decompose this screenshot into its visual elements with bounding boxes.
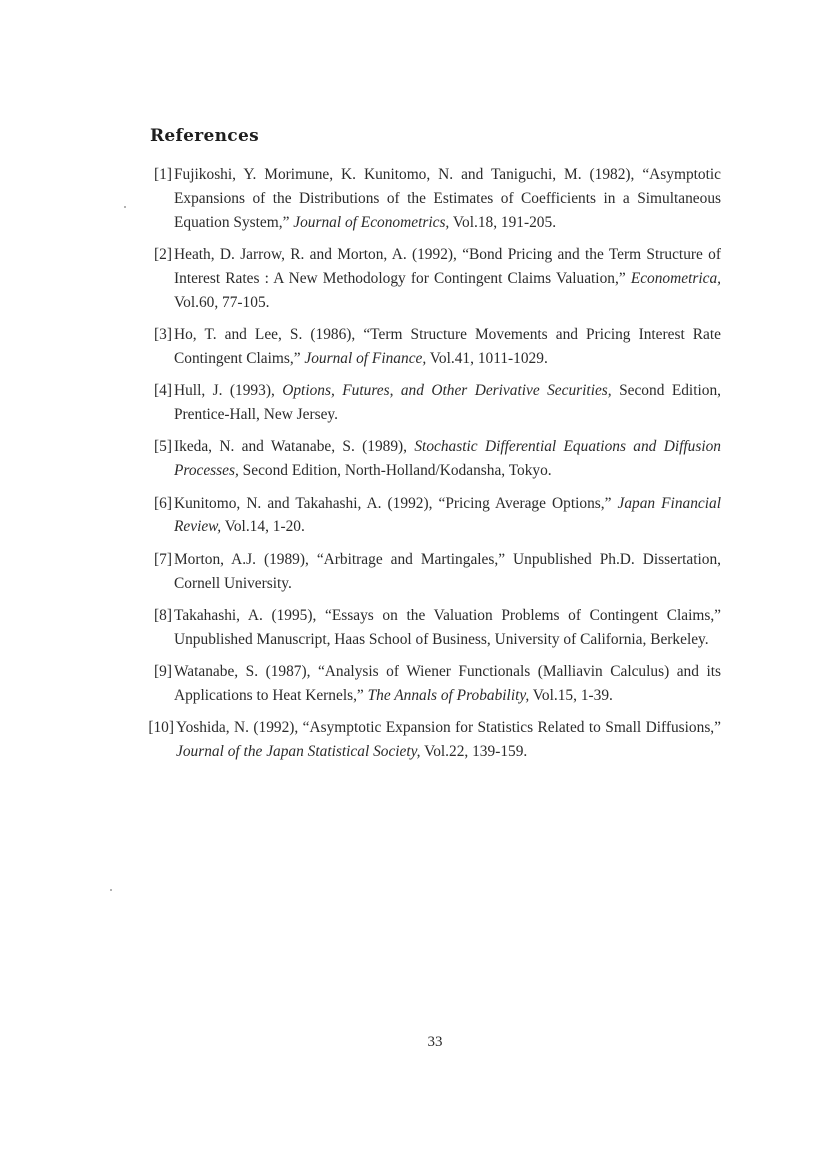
page-number: 33 [427, 1034, 443, 1050]
reference-book-title: Options, Futures, and Other Derivative Securities, [282, 382, 612, 400]
reference-item [146, 660, 721, 708]
reference-list [146, 163, 721, 764]
scan-speck [110, 889, 112, 891]
reference-number: [3] [154, 325, 172, 343]
reference-number: [1] [154, 166, 172, 183]
reference-number: [5] [154, 438, 172, 456]
reference-item [146, 716, 721, 764]
reference-number: [10] [148, 719, 174, 737]
scan-speck [124, 206, 126, 208]
reference-text: Kunitomo, N. and Takahashi, A. (1992), “Pricing Average Options,” [174, 494, 618, 512]
reference-journal: Journal of Econometrics, [293, 213, 450, 231]
reference-details: Vol.14, 1-20. [221, 518, 305, 536]
reference-text: Morton, A.J. (1989), “Arbitrage and Martingales,” Unpublished Ph.D. Dissertation, Cornell University. [174, 550, 721, 592]
reference-number: [7] [154, 550, 172, 568]
reference-item [146, 492, 721, 540]
reference-journal: The Annals of Probability, [367, 686, 530, 704]
reference-details: Vol.41, 1011-1029. [426, 349, 548, 367]
reference-details: Vol.18, 191-205. [449, 213, 557, 231]
reference-text: Fujikoshi, Y. Morimune, K. Kunitomo, N. and Taniguchi, M. (1982), “Asymptotic Expansions of the Distributions of the Estimates of Coefficients in a Simultaneous Equation System,” [174, 166, 721, 231]
reference-number: [9] [154, 663, 172, 681]
reference-details: Second Edition, Prentice-Hall, New Jersey. [174, 382, 721, 423]
reference-number: [8] [154, 606, 172, 624]
section-title: References [150, 126, 259, 146]
reference-text: Watanabe, S. (1987), “Analysis of Wiener Functionals (Malliavin Calculus) and its Applications to Heat Kernels,” [174, 663, 721, 704]
reference-text: Ho, T. and Lee, S. (1986), “Term Structure Movements and Pricing Interest Rate Contingent Claims,” [174, 325, 721, 367]
reference-number: [6] [154, 494, 172, 512]
reference-journal: Econometrica, [630, 269, 721, 287]
reference-item [146, 604, 721, 652]
reference-text: Takahashi, A. (1995), “Essays on the Valuation Problems of Contingent Claims,” Unpublished Manuscript, Haas School of Business, University of California, Berkeley. [174, 606, 721, 648]
reference-number: [2] [154, 245, 172, 263]
reference-item [146, 435, 721, 483]
reference-number: [4] [154, 382, 172, 400]
reference-details: Vol.15, 1-39. [529, 686, 613, 704]
reference-journal: Journal of Finance, [304, 349, 427, 367]
reference-item [146, 163, 721, 234]
reference-text: Ikeda, N. and Watanabe, S. (1989), [174, 438, 415, 456]
reference-text: Heath, D. Jarrow, R. and Morton, A. (1992), “Bond Pricing and the Term Structure of Interest Rates : A New Methodology for Contingent Claims Valuation,” [174, 245, 721, 287]
reference-item [146, 548, 721, 596]
reference-text: Hull, J. (1993), [174, 382, 283, 400]
reference-details: Vol.60, 77-105. [174, 293, 270, 311]
reference-item [146, 379, 721, 427]
reference-journal: Journal of the Japan Statistical Society, [176, 743, 421, 761]
reference-book-title: Stochastic Differential Equations and Diffusion Processes, [174, 438, 721, 480]
reference-journal: Japan Financial Review, [174, 494, 721, 536]
reference-details: Vol.22, 139-159. [420, 743, 528, 761]
reference-item [146, 323, 721, 371]
reference-text: Yoshida, N. (1992), “Asymptotic Expansion for Statistics Related to Small Diffusions,” [176, 719, 721, 737]
reference-details: Second Edition, North-Holland/Kodansha, Tokyo. [238, 462, 552, 480]
reference-item [146, 243, 721, 314]
